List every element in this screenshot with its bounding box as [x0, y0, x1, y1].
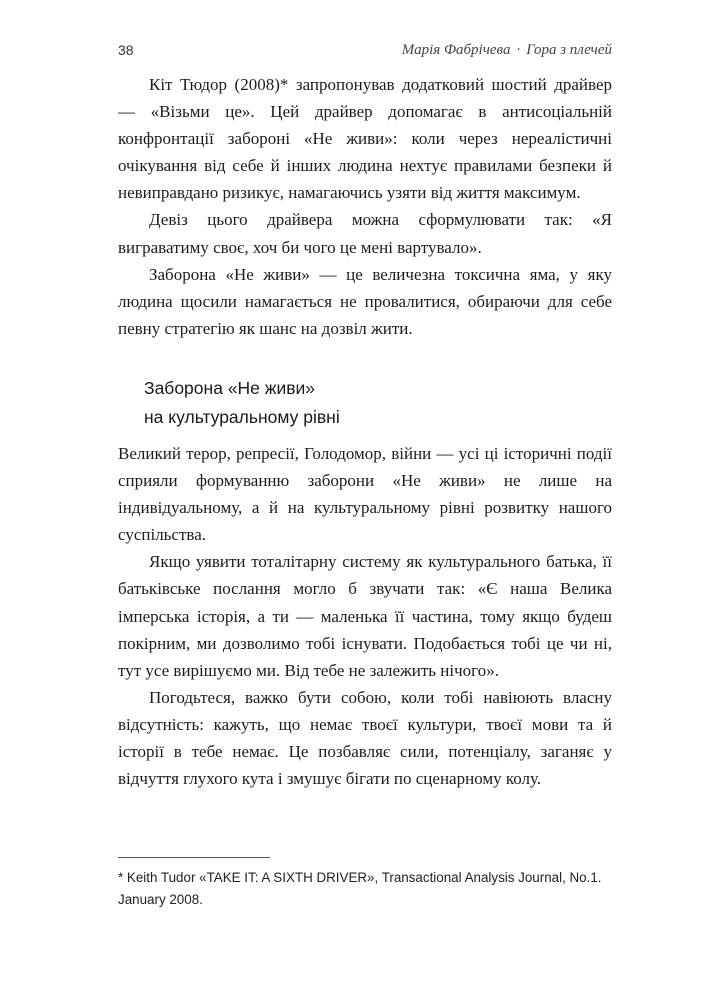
paragraph: Заборона «Не живи» — це величезна токсична яма, у яку людина щосили намагається не провалитися, обираючи для себе певну стратегію як шанс на дозвіл жити. [118, 264, 612, 338]
paragraph: Кіт Тюдор (2008)* запропонував додатковий шостий драйвер — «Візьми це». Цей драйвер допомагає в антисоціальній конфронтації забороні «Не живи»: коли через нереалістичні очікування від себе й інших людина нехтує правилами безпеки й невиправдано ризикує, намагаючись узяти від життя максимум. [118, 75, 612, 203]
page-number: 38 [118, 42, 134, 58]
footnote: * Keith Tudor «TAKE IT: A SIXTH DRIVER», Transactional Analysis Journal, No.1. January 2008. [118, 870, 602, 907]
paragraph: Девіз цього драйвера можна сформулювати так: «Я виграватиму своє, хоч би чого це мені вартувало». [118, 210, 612, 257]
section-2-text [118, 440, 612, 792]
author-name: Марія Фабрічева [401, 42, 511, 58]
running-title [402, 42, 612, 59]
section-heading-line-2: на культуральному рівні [144, 407, 340, 427]
section-1-text [118, 71, 612, 342]
paragraph: Погодьтеся, важко бути собою, коли тобі навіюють власну відсутність: кажуть, що немає твоєї культури, твоєї мови та й історії в тебе немає. Це позбавляє сили, потенціалу, заганяє у відчуття глухого кута і змушує бігати по сценарному колу. [118, 687, 612, 789]
footnote-divider [118, 857, 270, 858]
header-separator: · [516, 42, 521, 58]
book-title: Гора з плечей [526, 42, 612, 58]
running-head [118, 42, 612, 62]
section-heading [144, 374, 584, 432]
paragraph: Великий терор, репресії, Голодомор, війни — усі ці історичні події сприяли формуванню заборони «Не живи» не лише на індивідуальному, а й на культуральному рівні розвитку нашого суспільства. [118, 444, 612, 545]
section-heading-line-1: Заборона «Не живи» [144, 378, 316, 398]
paragraph: Якщо уявити тоталітарну систему як культурального батька, її батьківське послання могло б звучати так: «Є наша Велика імперська історія, а ти — маленька її частина, тому якщо будеш покірним, ми дозволимо тобі існувати. Подобається тобі це чи ні, тут усе вирішуємо ми. Від тебе не залежить нічого». [118, 552, 612, 680]
